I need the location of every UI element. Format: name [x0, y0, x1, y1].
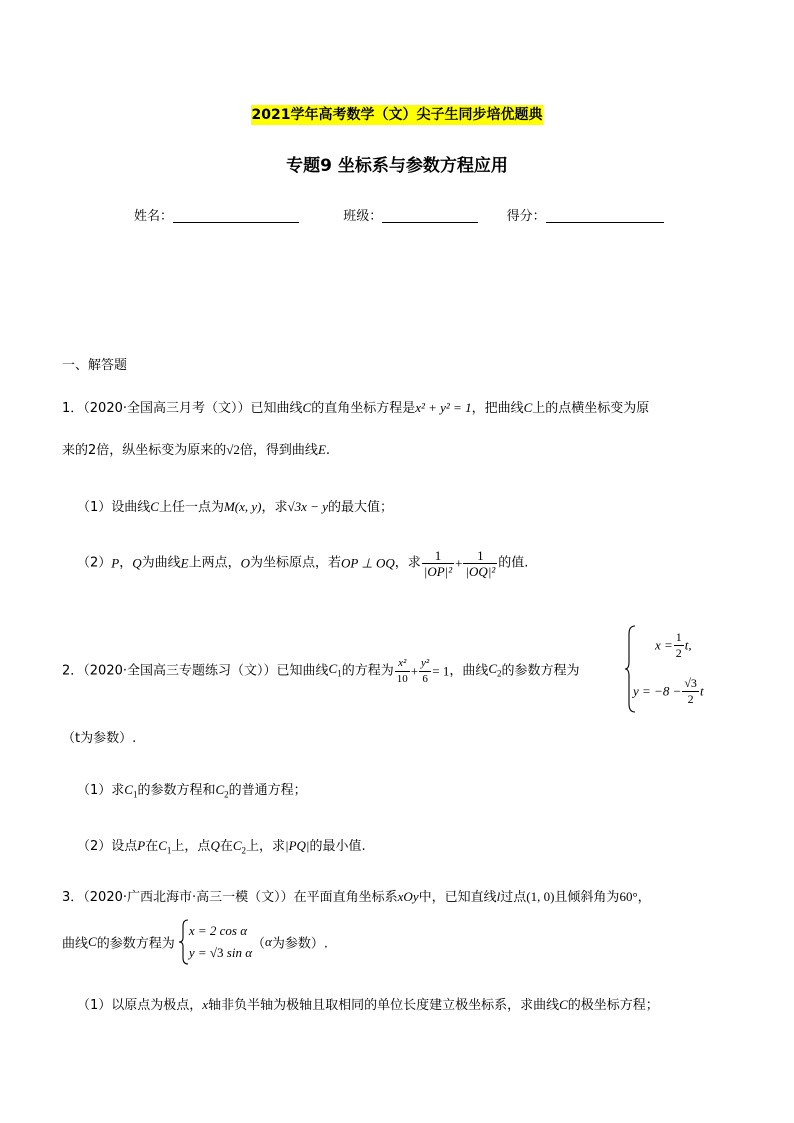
q2-text: 在	[145, 839, 159, 854]
q3-text: 且倾斜角为	[554, 890, 620, 905]
q2-sys-x	[655, 630, 692, 661]
q3-angle: 60°	[619, 889, 638, 904]
frac-numerator: √3	[684, 676, 697, 690]
q1-expression: √3x − y	[287, 499, 328, 514]
page-title: 专题9 坐标系与参数方程应用	[286, 156, 508, 176]
q2-text: 的方程为	[341, 663, 394, 679]
q2-text: 在	[219, 839, 233, 854]
q2-text: ，曲线	[449, 663, 489, 679]
q1-var-q: Q	[132, 555, 142, 571]
q2-var-q: Q	[210, 838, 220, 853]
q3-text: 过点	[500, 890, 527, 905]
q1-text: 的直角坐标方程是	[311, 401, 416, 416]
q1-frac-oq	[463, 548, 497, 579]
var-c: C	[328, 661, 338, 677]
q3-text: ，	[637, 890, 651, 905]
sys-lhs: y =	[188, 945, 207, 960]
section-heading: 一、解答题	[62, 358, 128, 373]
q1-text: 已知曲线	[250, 401, 303, 416]
q1-part1-label: （1）设曲线	[77, 500, 151, 515]
q3-part1	[77, 995, 659, 1016]
q2-text: 上，点	[171, 839, 211, 854]
q1-var-c: C	[150, 499, 159, 514]
var-c: C	[232, 838, 242, 853]
q1-sqrt2: √2	[226, 442, 240, 457]
q2-sys-y	[633, 676, 704, 707]
q3-text: 中，已知直线	[418, 890, 497, 905]
q2-text: 的最小值.	[309, 839, 366, 854]
q3-var-x: x	[202, 997, 209, 1012]
banner-text: 2021学年高考数学（文）尖子生同步培优题典	[251, 107, 543, 123]
q1-source: （2020·全国高三月考（文））	[83, 401, 251, 416]
q3-var-c: C	[559, 997, 568, 1012]
q2-plus: +	[410, 663, 419, 679]
score-field[interactable]	[546, 208, 664, 223]
q2-var-c1: $C_1$	[124, 782, 138, 800]
q3-var-alpha: α	[265, 934, 272, 949]
q1-var-o: O	[240, 555, 251, 571]
q3-param-system	[189, 920, 252, 964]
q2-source: （2020·全国高三专题练习（文））	[83, 663, 277, 679]
q2-frac-y	[419, 656, 431, 687]
name-field[interactable]	[173, 208, 299, 223]
q2-var-c2: $C_2$	[232, 838, 247, 856]
q3-text: 曲线	[62, 936, 89, 952]
frac-numerator: 1	[675, 630, 682, 644]
var-c: C	[158, 838, 167, 853]
q3-text: 的参数方程为	[96, 936, 175, 952]
q1-text: 为坐标原点，若	[250, 555, 342, 571]
q2-text: 的参数方程和	[137, 783, 216, 798]
q3-text: （	[252, 936, 266, 952]
q2-part2	[77, 836, 366, 861]
q3-text: 为参数）.	[271, 936, 329, 952]
q1-text: 倍，得到曲线	[239, 443, 318, 458]
frac-denominator: |OQ|²	[465, 564, 496, 579]
q2-text: （1）求	[77, 783, 125, 798]
q3-line1	[62, 887, 651, 908]
q1-text: ，求	[261, 500, 288, 515]
q3-number: 3．	[62, 890, 84, 905]
q2-number: 2．	[62, 663, 84, 679]
q3-text: （1）以原点为极点，	[77, 998, 203, 1013]
q3-var-l: l	[496, 889, 501, 904]
q2-param-note: （t为参数）.	[62, 731, 137, 746]
name-label: 姓名：	[134, 209, 174, 224]
q2-var-c1: $C_1$	[328, 661, 342, 679]
q3-text: 在平面直角坐标系	[293, 890, 398, 905]
frac-numerator: 1	[422, 548, 454, 564]
q3-sys-x: x = 2 cos α	[188, 923, 248, 938]
q3-source: （2020·广西北海市·高三一模（文））	[83, 890, 294, 905]
q2-text: 上，求	[246, 839, 286, 854]
q2-text: 的普通方程；	[228, 783, 307, 798]
var-c: C	[488, 661, 498, 677]
q2-eq: = 1	[432, 663, 450, 679]
q3-text: 轴非负半轴为极轴且取相同的单位长度建立极坐标系，求曲线	[208, 998, 560, 1013]
q1-text: 来的2倍，纵坐标变为原来的	[62, 443, 227, 458]
q2-text: 已知曲线	[276, 663, 329, 679]
q1-text: ，求	[394, 555, 421, 571]
q1-part1	[77, 497, 393, 518]
banner	[0, 104, 794, 124]
q1-text: 上的点横坐标变为原	[532, 401, 650, 416]
q2-text: （2）设点	[77, 839, 138, 854]
frac-denominator: 10	[396, 673, 408, 685]
q3-line2	[62, 918, 328, 966]
var-c: C	[124, 782, 133, 797]
sys-frac	[682, 676, 699, 707]
q1-text: ，把曲线	[471, 401, 524, 416]
q1-part2	[77, 548, 528, 579]
q1-frac-op	[422, 548, 454, 579]
frac-numerator: x²	[395, 656, 410, 672]
q1-var-p: P	[111, 555, 120, 571]
sys-sqrt: √3	[209, 945, 224, 960]
q2-var-c2: $C_2$	[215, 782, 229, 800]
class-field[interactable]	[382, 208, 478, 223]
q1-equation: x² + y² = 1	[415, 400, 472, 415]
q1-text: .	[325, 443, 331, 458]
q1-line2	[62, 440, 330, 461]
q1-text: 上任一点为	[158, 500, 224, 515]
frac-denominator: 6	[422, 673, 428, 685]
q1-plus: +	[455, 555, 463, 571]
q2-var-c2: $C_2$	[488, 661, 502, 679]
q1-number: 1．	[62, 401, 84, 416]
sys-sin: sin α	[226, 945, 253, 960]
q3-sys-y	[189, 942, 252, 964]
info-line	[134, 205, 664, 224]
frac-numerator: y²	[419, 656, 431, 672]
q1-text: 上两点，	[188, 555, 241, 571]
brace-icon	[179, 918, 189, 966]
frac-denominator: 2	[675, 646, 682, 660]
q1-text: ，	[119, 555, 133, 571]
q1-var-e: E	[317, 442, 326, 457]
q1-var-e: E	[180, 555, 189, 571]
sys-t: t,	[684, 637, 692, 653]
q3-var-c: C	[88, 934, 97, 949]
sys-lhs: x =	[655, 637, 673, 653]
frac-numerator: 1	[463, 548, 497, 564]
sys-t: t	[699, 683, 704, 699]
q1-var-c: C	[302, 400, 312, 415]
var-c: C	[215, 782, 225, 797]
q2-part1	[77, 780, 307, 805]
class-label: 班级：	[343, 209, 383, 224]
q3-coord-system: xOy	[397, 889, 419, 904]
q2-var-p: P	[137, 838, 146, 853]
frac-denominator: |OP|²	[423, 564, 453, 579]
q1-text: 的值.	[498, 555, 529, 571]
q1-part2-label: （2）	[77, 555, 112, 571]
q1-text: 为曲线	[141, 555, 181, 571]
q2-line1	[62, 656, 580, 687]
q2-frac-x	[395, 656, 410, 687]
q1-perp: OP ⊥ OQ	[341, 555, 395, 571]
q3-text: 的极坐标方程；	[567, 998, 659, 1013]
sys-lhs: y = −8 −	[633, 683, 682, 699]
q2-var-c1: $C_1$	[158, 838, 172, 856]
q1-line1	[62, 398, 649, 419]
q2-text: 的参数方程为	[501, 663, 580, 679]
q1-point-m: M(x, y)	[223, 499, 262, 514]
q1-text: 的最大值；	[327, 500, 393, 515]
brace-shape	[179, 918, 189, 966]
q3-point: (1, 0)	[526, 889, 555, 904]
score-label: 得分：	[506, 209, 546, 224]
sys-frac	[674, 630, 684, 661]
q1-var-c: C	[523, 400, 533, 415]
frac-denominator: 2	[687, 692, 694, 706]
q2-distance: |PQ|	[285, 838, 310, 853]
